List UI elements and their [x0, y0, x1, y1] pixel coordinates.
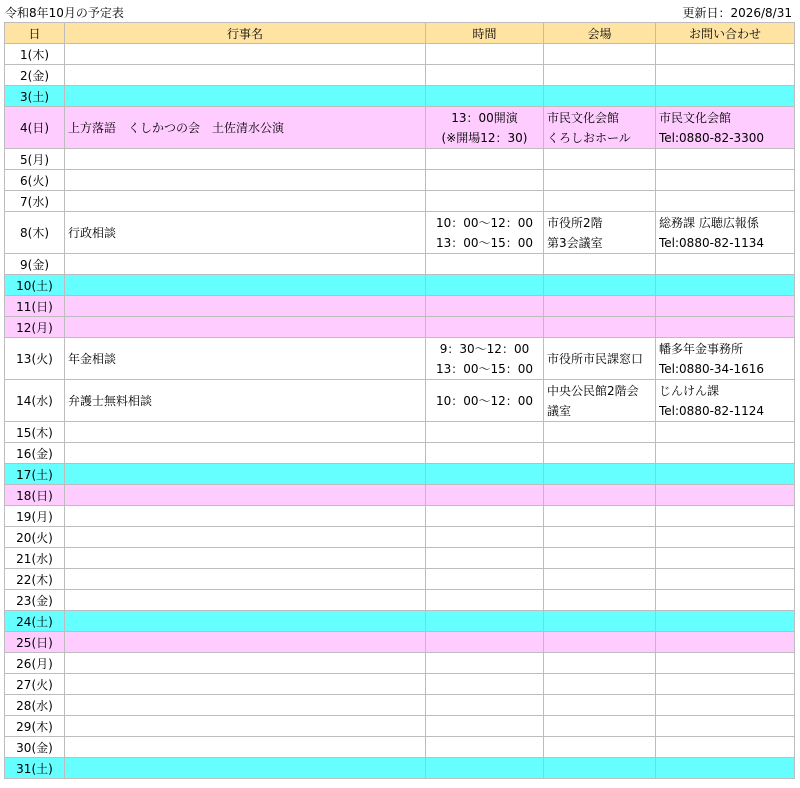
column-header-day: 日: [5, 23, 65, 44]
schedule-body: [5, 44, 795, 779]
event-cell: [65, 695, 426, 716]
day-cell: 22(木): [5, 569, 65, 590]
venue-cell: [544, 338, 656, 380]
day-cell: 15(木): [5, 422, 65, 443]
venue-line: くろしおホール: [547, 130, 631, 145]
event-cell: [65, 464, 426, 485]
table-row: [5, 569, 795, 590]
table-row: [5, 380, 795, 422]
table-row: [5, 212, 795, 254]
time-cell: [426, 317, 544, 338]
event-cell: [65, 716, 426, 737]
table-row: [5, 464, 795, 485]
time-cell: [426, 191, 544, 212]
venue-cell: [544, 464, 656, 485]
table-row: [5, 275, 795, 296]
contact-line: 総務課 広聴広報係: [659, 215, 759, 230]
time-cell: [426, 569, 544, 590]
day-cell: 28(水): [5, 695, 65, 716]
venue-line: 市役所2階: [547, 215, 603, 230]
table-row: [5, 254, 795, 275]
venue-cell: [544, 170, 656, 191]
contact-line: じんけん課: [659, 383, 720, 398]
time-cell: [426, 149, 544, 170]
venue-cell: [544, 191, 656, 212]
table-row: [5, 611, 795, 632]
contact-cell: [656, 485, 795, 506]
table-row: [5, 527, 795, 548]
event-cell: 行政相談: [65, 212, 426, 254]
contact-cell: [656, 527, 795, 548]
table-row: [5, 674, 795, 695]
day-cell: 18(日): [5, 485, 65, 506]
day-cell: 10(土): [5, 275, 65, 296]
venue-cell: [544, 275, 656, 296]
time-line: 13：00開演: [451, 110, 518, 125]
time-cell: [426, 107, 544, 149]
contact-line: Tel:0880-82-3300: [659, 130, 765, 145]
time-cell: [426, 380, 544, 422]
venue-line: 市役所市民課窓口: [547, 351, 644, 366]
contact-cell: [656, 611, 795, 632]
time-line: 13：00～15：00: [435, 235, 534, 250]
venue-cell: [544, 380, 656, 422]
contact-cell: [656, 737, 795, 758]
venue-cell: [544, 65, 656, 86]
updated-date: 更新日：2026/8/31: [682, 6, 792, 20]
table-row: [5, 716, 795, 737]
day-cell: 9(金): [5, 254, 65, 275]
contact-cell: [656, 254, 795, 275]
table-row: [5, 590, 795, 611]
event-cell: [65, 191, 426, 212]
table-row: [5, 44, 795, 65]
event-cell: [65, 149, 426, 170]
event-cell: [65, 506, 426, 527]
column-header-time: 時間: [426, 23, 544, 44]
day-cell: 29(木): [5, 716, 65, 737]
contact-cell: [656, 548, 795, 569]
day-cell: 2(金): [5, 65, 65, 86]
venue-line: 中央公民館2階会: [547, 383, 639, 398]
time-cell: [426, 716, 544, 737]
event-cell: [65, 254, 426, 275]
day-cell: 11(日): [5, 296, 65, 317]
event-cell: [65, 674, 426, 695]
day-cell: 26(月): [5, 653, 65, 674]
event-cell: [65, 86, 426, 107]
contact-cell: [656, 758, 795, 779]
table-row: [5, 758, 795, 779]
event-cell: [65, 170, 426, 191]
column-header-venue: 会場: [544, 23, 656, 44]
venue-cell: [544, 44, 656, 65]
table-row: [5, 170, 795, 191]
day-cell: 30(金): [5, 737, 65, 758]
time-line: 9：30～12：00: [439, 341, 530, 356]
time-cell: [426, 674, 544, 695]
time-cell: [426, 338, 544, 380]
time-cell: [426, 548, 544, 569]
time-line: 10：00～12：00: [435, 215, 534, 230]
venue-cell: [544, 254, 656, 275]
venue-line: 第3会議室: [547, 235, 603, 250]
day-cell: 27(火): [5, 674, 65, 695]
contact-cell: [656, 716, 795, 737]
day-cell: 31(土): [5, 758, 65, 779]
table-row: [5, 422, 795, 443]
contact-cell: [656, 107, 795, 149]
venue-cell: [544, 212, 656, 254]
contact-cell: [656, 170, 795, 191]
venue-cell: [544, 317, 656, 338]
time-cell: [426, 485, 544, 506]
schedule-table: [4, 22, 795, 779]
event-cell: [65, 737, 426, 758]
table-row: [5, 548, 795, 569]
time-cell: [426, 212, 544, 254]
table-row: [5, 695, 795, 716]
time-cell: [426, 527, 544, 548]
venue-cell: [544, 737, 656, 758]
time-cell: [426, 86, 544, 107]
day-cell: 5(月): [5, 149, 65, 170]
table-row: [5, 65, 795, 86]
column-header-contact: お問い合わせ: [656, 23, 795, 44]
event-cell: [65, 485, 426, 506]
table-row: [5, 296, 795, 317]
day-cell: 19(月): [5, 506, 65, 527]
day-cell: 6(火): [5, 170, 65, 191]
contact-line: 幡多年金事務所: [659, 341, 744, 356]
event-cell: [65, 590, 426, 611]
page-header: [0, 0, 800, 22]
contact-cell: [656, 569, 795, 590]
venue-cell: [544, 590, 656, 611]
venue-cell: [544, 758, 656, 779]
time-line: 13：00～15：00: [435, 361, 534, 376]
venue-cell: [544, 716, 656, 737]
event-cell: 上方落語 くしかつの会 土佐清水公演: [65, 107, 426, 149]
contact-cell: [656, 464, 795, 485]
time-cell: [426, 590, 544, 611]
event-cell: 年金相談: [65, 338, 426, 380]
event-cell: [65, 548, 426, 569]
time-cell: [426, 422, 544, 443]
day-cell: 20(火): [5, 527, 65, 548]
contact-cell: [656, 44, 795, 65]
time-cell: [426, 254, 544, 275]
day-cell: 24(土): [5, 611, 65, 632]
column-header-event: 行事名: [65, 23, 426, 44]
contact-line: Tel:0880-34-1616: [659, 361, 765, 376]
day-cell: 3(土): [5, 86, 65, 107]
venue-cell: [544, 632, 656, 653]
contact-cell: [656, 317, 795, 338]
time-line: (※開場12：30): [441, 130, 528, 145]
day-cell: 13(火): [5, 338, 65, 380]
table-row: [5, 443, 795, 464]
venue-cell: [544, 611, 656, 632]
venue-cell: [544, 569, 656, 590]
table-row: [5, 737, 795, 758]
time-cell: [426, 464, 544, 485]
day-cell: 25(日): [5, 632, 65, 653]
event-cell: [65, 275, 426, 296]
contact-cell: [656, 86, 795, 107]
table-row: [5, 632, 795, 653]
venue-cell: [544, 506, 656, 527]
venue-line: 市民文化会館: [547, 110, 620, 125]
event-cell: [65, 653, 426, 674]
table-row: [5, 506, 795, 527]
day-cell: 1(木): [5, 44, 65, 65]
contact-cell: [656, 674, 795, 695]
venue-cell: [544, 527, 656, 548]
venue-cell: [544, 695, 656, 716]
venue-cell: [544, 485, 656, 506]
venue-cell: [544, 674, 656, 695]
header-row: [5, 23, 795, 44]
venue-cell: [544, 296, 656, 317]
contact-cell: [656, 653, 795, 674]
day-cell: 12(月): [5, 317, 65, 338]
time-cell: [426, 758, 544, 779]
day-cell: 4(日): [5, 107, 65, 149]
table-row: [5, 317, 795, 338]
contact-line: Tel:0880-82-1124: [659, 403, 765, 418]
contact-cell: [656, 506, 795, 527]
event-cell: [65, 569, 426, 590]
venue-cell: [544, 443, 656, 464]
contact-cell: [656, 338, 795, 380]
event-cell: [65, 296, 426, 317]
venue-cell: [544, 86, 656, 107]
day-cell: 14(水): [5, 380, 65, 422]
time-cell: [426, 632, 544, 653]
time-cell: [426, 611, 544, 632]
day-cell: 21(水): [5, 548, 65, 569]
time-cell: [426, 170, 544, 191]
contact-cell: [656, 632, 795, 653]
contact-cell: [656, 212, 795, 254]
contact-cell: [656, 695, 795, 716]
page-title: 令和8年10月の予定表: [5, 6, 124, 20]
time-cell: [426, 65, 544, 86]
contact-cell: [656, 65, 795, 86]
table-row: [5, 653, 795, 674]
contact-line: 市民文化会館: [659, 110, 732, 125]
event-cell: [65, 632, 426, 653]
contact-cell: [656, 275, 795, 296]
time-cell: [426, 44, 544, 65]
venue-cell: [544, 548, 656, 569]
day-cell: 7(水): [5, 191, 65, 212]
event-cell: [65, 443, 426, 464]
time-cell: [426, 506, 544, 527]
time-cell: [426, 653, 544, 674]
event-cell: 弁護士無料相談: [65, 380, 426, 422]
venue-cell: [544, 149, 656, 170]
day-cell: 16(金): [5, 443, 65, 464]
table-row: [5, 338, 795, 380]
contact-cell: [656, 191, 795, 212]
time-cell: [426, 443, 544, 464]
day-cell: 23(金): [5, 590, 65, 611]
table-row: [5, 191, 795, 212]
contact-line: Tel:0880-82-1134: [659, 235, 765, 250]
contact-cell: [656, 590, 795, 611]
event-cell: [65, 611, 426, 632]
event-cell: [65, 317, 426, 338]
venue-cell: [544, 422, 656, 443]
table-row: [5, 86, 795, 107]
contact-cell: [656, 149, 795, 170]
time-cell: [426, 737, 544, 758]
time-cell: [426, 275, 544, 296]
contact-cell: [656, 422, 795, 443]
event-cell: [65, 44, 426, 65]
venue-cell: [544, 653, 656, 674]
venue-line: 議室: [547, 403, 572, 418]
time-cell: [426, 695, 544, 716]
event-cell: [65, 422, 426, 443]
contact-cell: [656, 380, 795, 422]
day-cell: 8(木): [5, 212, 65, 254]
day-cell: 17(土): [5, 464, 65, 485]
contact-cell: [656, 296, 795, 317]
event-cell: [65, 758, 426, 779]
event-cell: [65, 65, 426, 86]
contact-cell: [656, 443, 795, 464]
table-row: [5, 107, 795, 149]
event-cell: [65, 527, 426, 548]
table-row: [5, 485, 795, 506]
time-cell: [426, 296, 544, 317]
time-line: 10：00～12：00: [435, 393, 534, 408]
venue-cell: [544, 107, 656, 149]
table-row: [5, 149, 795, 170]
